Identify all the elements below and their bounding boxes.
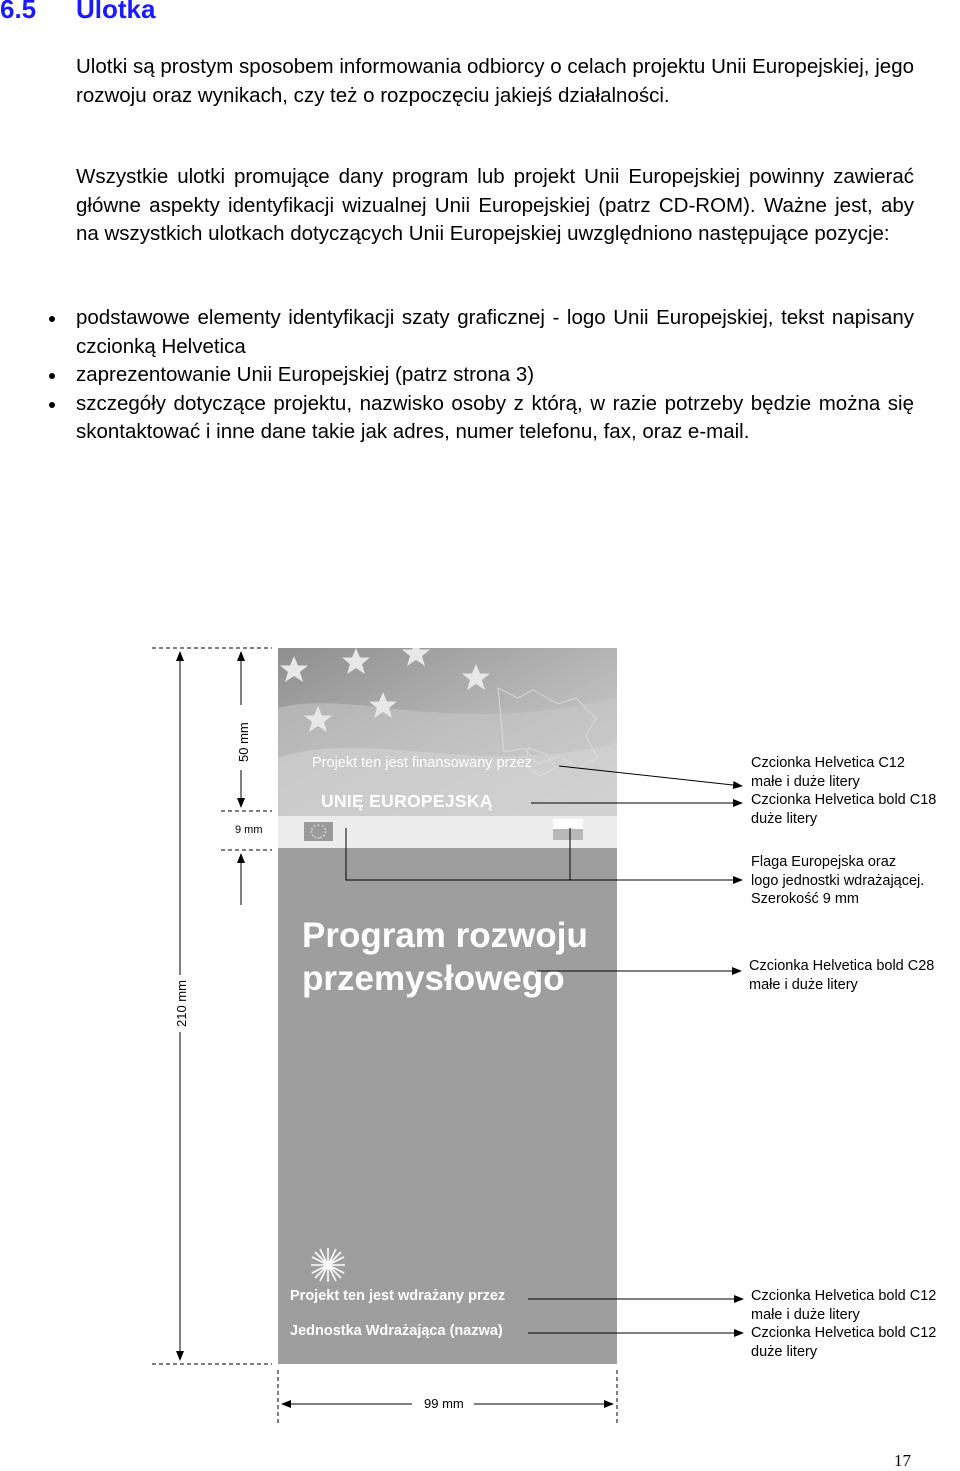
dimension-header-height: 50 mm	[236, 722, 251, 762]
dimension-flag-bar: 9 mm	[235, 824, 263, 836]
annotation-header-fonts: Czcionka Helvetica C12 małe i duże litery Czcionka Helvetica bold C18 duże litery	[751, 755, 937, 827]
page-number: 17	[894, 1451, 911, 1470]
annotation-flag-logo: Flaga Europejska oraz logo jednostki wdrażającej. Szerokość 9 mm	[751, 854, 925, 907]
section-number: 6.5	[0, 0, 37, 24]
list-item	[38, 361, 914, 390]
dimension-total-height: 210 mm	[174, 980, 189, 1027]
annotation-title-font: Czcionka Helvetica bold C28 małe i duże litery	[749, 958, 935, 993]
bullet-icon	[49, 316, 55, 322]
requirements-list	[38, 304, 914, 447]
list-item	[38, 304, 914, 361]
leaflet-flag-bar	[278, 816, 617, 848]
leaflet-implemented-by: Projekt ten jest wdrażany przez	[290, 1288, 506, 1304]
annotation-footer-fonts: Czcionka Helvetica bold C12 małe i duże litery Czcionka Helvetica bold C12 duże litery	[751, 1288, 937, 1360]
intro-paragraph: Ulotki są prostym sposobem informowania odbiorcy o celach projektu Unii Europejskiej, jego rozwoju oraz wynikach, czy też o rozpoczęciu jakiejś działalności.	[76, 55, 914, 107]
list-item	[38, 390, 914, 447]
leaflet-agency-name: Jednostka Wdrażająca (nazwa)	[290, 1323, 503, 1339]
leaflet-mockup	[278, 648, 617, 1364]
bullet-icon	[49, 373, 55, 379]
requirements-paragraph: Wszystkie ulotki promujące dany program lub projekt Unii Europejskiej powinny zawierać główne aspekty identyfikacji wizualnej Unii Europejskiej (patrz CD-ROM). Ważne jest, aby na wszystkich ulotkach dotyczących Unii Europejskiej uwzględniono następujące pozycje:	[76, 165, 914, 245]
agency-logo-icon	[553, 819, 583, 840]
list-item-text: podstawowe elementy identyfikacji szaty graficznej - logo Unii Europejskiej, tekst napisany czcionką Helvetica	[76, 306, 914, 358]
leaflet-financed-by: Projekt ten jest finansowany przez	[312, 755, 533, 771]
section-heading	[0, 0, 155, 25]
list-item-text: szczegóły dotyczące projektu, nazwisko osoby z którą, w razie potrzeby będzie można się skontaktować i inne dane takie jak adres, numer telefonu, fax, oraz e-mail.	[76, 391, 914, 443]
leaflet-eu-name: UNIĘ EUROPEJSKĄ	[321, 791, 493, 811]
leaflet-program-title: Program rozwoju przemysłowego	[302, 916, 588, 998]
list-item-text: zaprezentowanie Unii Europejskiej (patrz strona 3)	[76, 363, 535, 386]
bullet-icon	[49, 402, 55, 408]
section-title: Ulotka	[76, 0, 156, 24]
agency-sunburst-logo-icon	[311, 1248, 345, 1282]
dimension-width: 99 mm	[424, 1396, 464, 1411]
